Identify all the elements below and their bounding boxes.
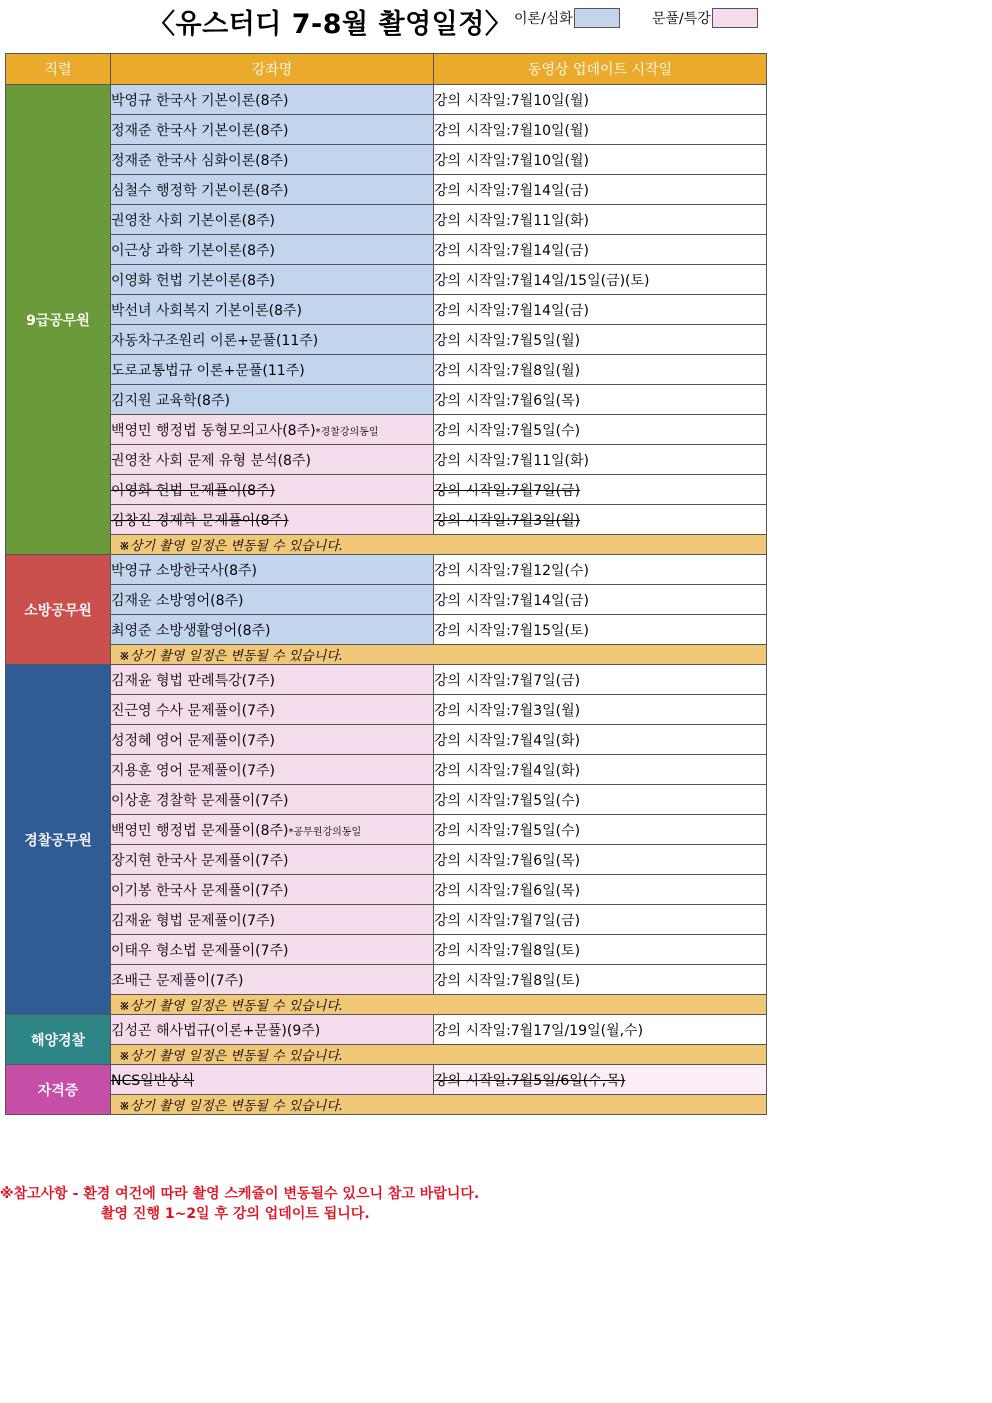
start-date: 강의 시작일:7월12일(수) (434, 562, 590, 579)
schedule-table (5, 53, 767, 1115)
table-row (6, 475, 767, 505)
date-cell (434, 235, 767, 265)
course-cell (111, 355, 434, 385)
start-date: 강의 시작일:7월4일(화) (434, 762, 581, 779)
course-cell (111, 615, 434, 645)
course-name: 지용훈 영어 문제풀이(7주) (111, 762, 275, 779)
course-cell (111, 695, 434, 725)
course-cell (111, 815, 434, 845)
course-name: 이태우 형소법 문제풀이(7주) (111, 942, 289, 959)
start-date: 강의 시작일:7월10일(월) (434, 122, 590, 139)
course-cell (111, 1015, 434, 1045)
course-name: 도로교통법규 이론+문풀(11주) (111, 362, 305, 379)
course-cell (111, 295, 434, 325)
legend-special-label: 문풀/특강 (652, 11, 711, 27)
course-cell (111, 85, 434, 115)
table-header-row (6, 54, 767, 85)
course-cell (111, 965, 434, 995)
start-date: 강의 시작일:7월4일(화) (434, 732, 581, 749)
course-note: *공무원강의동일 (288, 826, 362, 838)
date-cell (434, 1065, 767, 1095)
start-date: 강의 시작일:7월8일(월) (434, 362, 581, 379)
course-cell (111, 585, 434, 615)
table-row (6, 725, 767, 755)
date-cell (434, 295, 767, 325)
course-cell (111, 1065, 434, 1095)
table-row (6, 665, 767, 695)
notice-row (6, 1095, 767, 1115)
header-category: 직렬 (6, 54, 111, 85)
start-date: 강의 시작일:7월6일(목) (434, 882, 581, 899)
start-date: 강의 시작일:7월10일(월) (434, 152, 590, 169)
date-cell (434, 145, 767, 175)
table-row (6, 385, 767, 415)
course-name: 최영준 소방생활영어(8주) (111, 622, 271, 639)
start-date: 강의 시작일:7월8일(토) (434, 972, 581, 989)
course-name: 조배근 문제풀이(7주) (111, 972, 244, 989)
table-row (6, 585, 767, 615)
course-name: 박영규 소방한국사(8주) (111, 562, 257, 579)
notice-row (6, 645, 767, 665)
course-name: 성정혜 영어 문제풀이(7주) (111, 732, 275, 749)
header-course: 강좌명 (111, 54, 434, 85)
legend-theory (514, 8, 620, 28)
table-row (6, 875, 767, 905)
notice-row (6, 995, 767, 1015)
table-row (6, 935, 767, 965)
start-date: 강의 시작일:7월14일(금) (434, 302, 590, 319)
table-row (6, 1065, 767, 1095)
start-date: 강의 시작일:7월7일(금) (434, 912, 581, 929)
start-date: 강의 시작일:7월6일(목) (434, 392, 581, 409)
course-cell (111, 555, 434, 585)
date-cell (434, 115, 767, 145)
start-date: 강의 시작일:7월15일(토) (434, 622, 590, 639)
course-name: 정재준 한국사 기본이론(8주) (111, 122, 289, 139)
start-date: 강의 시작일:7월11일(화) (434, 212, 590, 229)
date-cell (434, 325, 767, 355)
notice-text: ※상기 촬영 일정은 변동될 수 있습니다. (111, 1095, 767, 1115)
start-date: 강의 시작일:7월10일(월) (434, 92, 590, 109)
start-date: 강의 시작일:7월5일(월) (434, 332, 581, 349)
course-name: 권영찬 사회 기본이론(8주) (111, 212, 275, 229)
course-note: *경찰강의동일 (315, 426, 379, 438)
table-row (6, 445, 767, 475)
category-cell: 9급공무원 (6, 85, 111, 555)
course-cell (111, 755, 434, 785)
course-name: 진근영 수사 문제풀이(7주) (111, 702, 275, 719)
table-row (6, 235, 767, 265)
schedule-body (6, 85, 767, 1115)
course-cell (111, 665, 434, 695)
start-date: 강의 시작일:7월14일(금) (434, 592, 590, 609)
course-cell (111, 115, 434, 145)
course-cell (111, 235, 434, 265)
table-row (6, 295, 767, 325)
start-date: 강의 시작일:7월11일(화) (434, 452, 590, 469)
category-cell: 해양경찰 (6, 1015, 111, 1065)
date-cell (434, 585, 767, 615)
course-cell (111, 445, 434, 475)
course-name: 김지원 교육학(8주) (111, 392, 230, 409)
course-name: 이기봉 한국사 문제풀이(7주) (111, 882, 289, 899)
course-cell (111, 725, 434, 755)
course-name: 이영화 헌법 문제풀이(8주) (111, 482, 275, 499)
table-row (6, 505, 767, 535)
start-date: 강의 시작일:7월5일/6일(수,목) (434, 1072, 626, 1089)
start-date: 강의 시작일:7월14일/15일(금)(토) (434, 272, 650, 289)
notice-text: ※상기 촬영 일정은 변동될 수 있습니다. (111, 535, 767, 555)
date-cell (434, 265, 767, 295)
legend-special-swatch (712, 8, 758, 28)
category-cell: 소방공무원 (6, 555, 111, 665)
header-date: 동영상 업데이트 시작일 (434, 54, 767, 85)
start-date: 강의 시작일:7월14일(금) (434, 242, 590, 259)
course-name: 박선녀 사회복지 기본이론(8주) (111, 302, 303, 319)
course-name: 권영찬 사회 문제 유형 분석(8주) (111, 452, 311, 469)
category-cell: 경찰공무원 (6, 665, 111, 1015)
legend-theory-swatch (574, 8, 620, 28)
date-cell (434, 555, 767, 585)
table-row (6, 815, 767, 845)
course-name: 김재운 소방영어(8주) (111, 592, 244, 609)
table-row (6, 145, 767, 175)
date-cell (434, 1015, 767, 1045)
course-cell (111, 935, 434, 965)
table-row (6, 905, 767, 935)
date-cell (434, 175, 767, 205)
course-cell (111, 845, 434, 875)
start-date: 강의 시작일:7월3일(월) (434, 702, 581, 719)
course-name: NCS일반상식 (111, 1072, 195, 1089)
course-cell (111, 875, 434, 905)
date-cell (434, 505, 767, 535)
date-cell (434, 615, 767, 645)
date-cell (434, 445, 767, 475)
start-date: 강의 시작일:7월5일(수) (434, 822, 581, 839)
course-cell (111, 145, 434, 175)
table-row (6, 355, 767, 385)
start-date: 강의 시작일:7월17일/19일(월,수) (434, 1022, 644, 1039)
page-title: 〈유스터디 7-8월 촬영일정〉 (148, 8, 513, 40)
date-cell (434, 965, 767, 995)
course-cell (111, 205, 434, 235)
course-name: 이영화 헌법 기본이론(8주) (111, 272, 275, 289)
course-cell (111, 175, 434, 205)
table-row (6, 755, 767, 785)
notice-text: ※상기 촬영 일정은 변동될 수 있습니다. (111, 645, 767, 665)
start-date: 강의 시작일:7월6일(목) (434, 852, 581, 869)
footer-note-2: 촬영 진행 1~2일 후 강의 업데이트 됩니다. (101, 1206, 370, 1222)
table-row (6, 1015, 767, 1045)
course-name: 박영규 한국사 기본이론(8주) (111, 92, 289, 109)
course-name: 김창진 경제학 문제풀이(8주) (111, 512, 289, 529)
date-cell (434, 85, 767, 115)
course-name: 정재준 한국사 심화이론(8주) (111, 152, 289, 169)
table-row (6, 555, 767, 585)
notice-row (6, 535, 767, 555)
table-row (6, 205, 767, 235)
date-cell (434, 695, 767, 725)
date-cell (434, 475, 767, 505)
table-row (6, 325, 767, 355)
date-cell (434, 415, 767, 445)
course-name: 이상훈 경찰학 문제풀이(7주) (111, 792, 289, 809)
course-cell (111, 325, 434, 355)
course-name: 이근상 과학 기본이론(8주) (111, 242, 275, 259)
table-row (6, 845, 767, 875)
start-date: 강의 시작일:7월7일(금) (434, 672, 581, 689)
start-date: 강의 시작일:7월3일(월) (434, 512, 581, 529)
table-row (6, 785, 767, 815)
course-name: 장지현 한국사 문제풀이(7주) (111, 852, 289, 869)
date-cell (434, 385, 767, 415)
date-cell (434, 845, 767, 875)
course-cell (111, 385, 434, 415)
date-cell (434, 905, 767, 935)
start-date: 강의 시작일:7월5일(수) (434, 792, 581, 809)
course-cell (111, 475, 434, 505)
footer-note-1: ※참고사항 - 환경 여건에 따라 촬영 스케쥴이 변동될수 있으니 참고 바랍니다. (0, 1186, 480, 1202)
course-name: 심철수 행정학 기본이론(8주) (111, 182, 289, 199)
date-cell (434, 785, 767, 815)
course-cell (111, 265, 434, 295)
date-cell (434, 205, 767, 235)
date-cell (434, 725, 767, 755)
date-cell (434, 935, 767, 965)
legend-special (652, 8, 758, 28)
date-cell (434, 755, 767, 785)
date-cell (434, 875, 767, 905)
start-date: 강의 시작일:7월5일(수) (434, 422, 581, 439)
start-date: 강의 시작일:7월7일(금) (434, 482, 581, 499)
course-name: 자동차구조원리 이론+문풀(11주) (111, 332, 319, 349)
course-name: 김재윤 형법 문제풀이(7주) (111, 912, 275, 929)
category-cell: 자격증 (6, 1065, 111, 1115)
notice-text: ※상기 촬영 일정은 변동될 수 있습니다. (111, 1045, 767, 1065)
table-row (6, 115, 767, 145)
course-cell (111, 905, 434, 935)
date-cell (434, 665, 767, 695)
table-row (6, 415, 767, 445)
notice-text: ※상기 촬영 일정은 변동될 수 있습니다. (111, 995, 767, 1015)
legend-theory-label: 이론/심화 (514, 11, 573, 27)
date-cell (434, 815, 767, 845)
course-cell (111, 415, 434, 445)
course-name: 김성곤 해사법규(이론+문풀)(9주) (111, 1022, 321, 1039)
start-date: 강의 시작일:7월8일(토) (434, 942, 581, 959)
course-name: 백영민 행정법 동형모의고사(8주) (111, 422, 316, 439)
table-row (6, 85, 767, 115)
table-row (6, 615, 767, 645)
table-row (6, 965, 767, 995)
table-row (6, 265, 767, 295)
course-cell (111, 505, 434, 535)
course-cell (111, 785, 434, 815)
start-date: 강의 시작일:7월14일(금) (434, 182, 590, 199)
course-name: 김재윤 형법 판례특강(7주) (111, 672, 275, 689)
notice-row (6, 1045, 767, 1065)
course-name: 백영민 행정법 문제풀이(8주) (111, 822, 289, 839)
table-row (6, 175, 767, 205)
date-cell (434, 355, 767, 385)
title-row (148, 4, 512, 38)
table-row (6, 695, 767, 725)
